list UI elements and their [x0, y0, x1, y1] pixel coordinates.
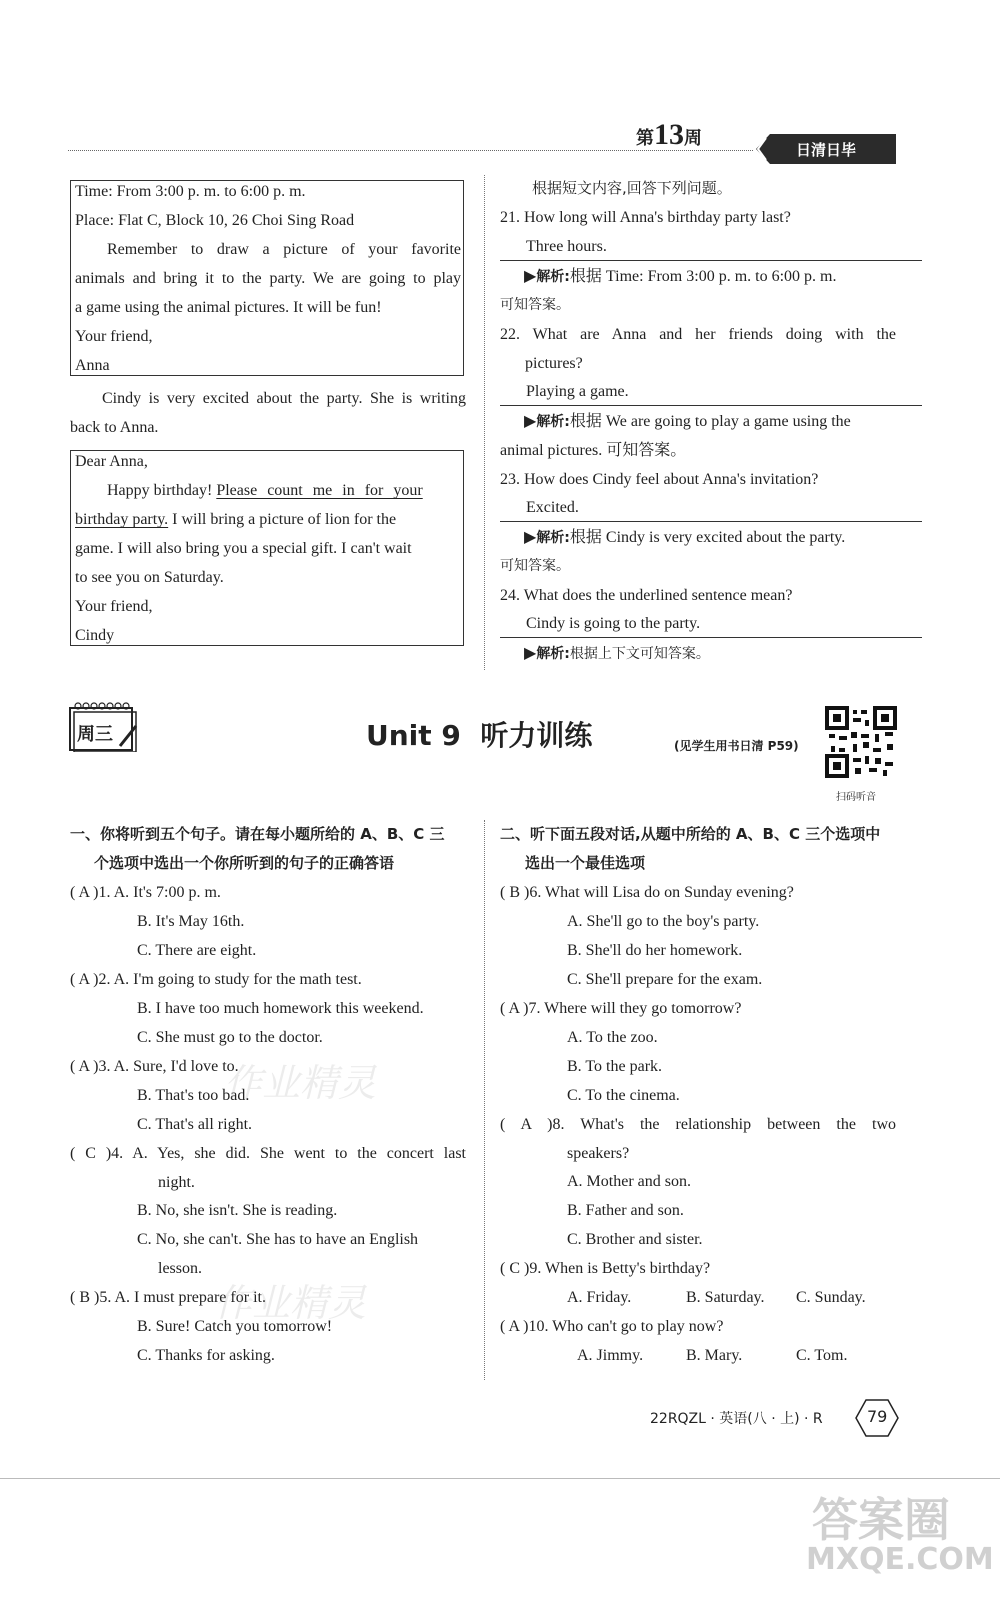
item-option: C. To the cinema. [567, 1087, 680, 1104]
letter-2-signature: Cindy [75, 627, 115, 644]
letter-2-greeting: Dear Anna, [75, 453, 148, 470]
letter-2-line-3: game. I will also bring you a special gift. I can't wait [75, 540, 412, 557]
qr-label: 扫码听音 [836, 792, 876, 803]
watermark-text: 作业精灵 [224, 1061, 377, 1105]
analysis-21 [524, 262, 836, 292]
question-24: 24. What does the underlined sentence mean? [500, 587, 793, 604]
item-option-cont: lesson. [158, 1260, 202, 1277]
analysis-22-cont: animal pictures. 可知答案。 [500, 442, 687, 459]
analysis-24 [524, 639, 710, 669]
item-option: B. Father and son. [567, 1202, 684, 1219]
letter-1-signature: Anna [75, 357, 110, 374]
letter-1-closing: Your friend, [75, 328, 153, 345]
analysis-text: 根据 Time: From 3:00 p. m. to 6:00 p. m. [569, 268, 837, 285]
item-option: C. Tom. [796, 1347, 848, 1364]
part-2-heading-cont: 选出一个最佳选项 [525, 854, 646, 872]
item-option: B. I have too much homework this weekend. [137, 1000, 424, 1017]
footer-code: 22RQZL · 英语(八 · 上) · R [650, 1411, 823, 1427]
answer-24: Cindy is going to the party. [500, 609, 922, 638]
item-option: A. Friday. [567, 1289, 632, 1306]
letter-2-box [70, 450, 464, 646]
arrow-icon: ▶ [524, 413, 537, 430]
qr-code-icon [825, 706, 897, 778]
letter-1-place: Place: Flat C, Block 10, 26 Choi Sing Road [75, 212, 355, 229]
question-21: 21. How long will Anna's birthday party last? [500, 209, 791, 226]
analysis-text: 根据上下文可知答案。 [569, 646, 710, 662]
item-8: ( A )8. What's the relationship between the two [500, 1116, 896, 1133]
letter-1-body-line: Remember to draw a picture of your favorite [107, 241, 461, 258]
item-option: B. No, she isn't. She is reading. [137, 1202, 338, 1219]
item-3: ( A )3. A. Sure, I'd love to. [70, 1058, 239, 1075]
part-2-heading: 二、听下面五段对话,从题中所给的 A、B、C 三个选项中 [500, 825, 881, 843]
part-1-heading: 一、你将听到五个句子。请在每小题所给的 A、B、C 三 [70, 825, 445, 843]
analysis-21-cont: 可知答案。 [500, 297, 570, 313]
item-option: B. She'll do her homework. [567, 942, 743, 959]
item-option: A. Jimmy. [577, 1347, 644, 1364]
question-22-cont: pictures? [525, 355, 583, 372]
item-option: A. She'll go to the boy's party. [567, 913, 760, 930]
day-label: 周三 [77, 724, 113, 745]
week-prefix: 第 [636, 128, 654, 149]
section-title: Unit 9 听力训练 [366, 719, 593, 752]
item-6: ( B )6. What will Lisa do on Sunday evening? [500, 884, 794, 901]
arrow-icon: ▶ [524, 529, 537, 546]
item-option: C. Brother and sister. [567, 1231, 703, 1248]
answer-21: Three hours. [500, 232, 922, 261]
week-label [636, 118, 702, 152]
item-option: C. No, she can't. She has to have an English [137, 1231, 419, 1248]
item-option: C. She'll prepare for the exam. [567, 971, 763, 988]
item-option-cont: night. [158, 1174, 195, 1191]
page-number-badge [854, 1398, 900, 1438]
item-option: B. Mary. [686, 1347, 743, 1364]
letter-1-body-line: animals and bring it to the party. We are going to play [75, 270, 461, 287]
item-option: C. There are eight. [137, 942, 257, 959]
answer-23: Excited. [500, 493, 922, 522]
item-1: ( A )1. A. It's 7:00 p. m. [70, 884, 221, 901]
section-note: (见学生用书日清 P59) [674, 739, 799, 753]
item-4: ( C )4. A. Yes, she did. She went to the concert last [70, 1145, 466, 1162]
item-10: ( A )10. Who can't go to play now? [500, 1318, 724, 1335]
narration-line: Cindy is very excited about the party. She is writing [102, 390, 466, 407]
item-option: C. Sunday. [796, 1289, 866, 1306]
page-number: 79 [867, 1407, 888, 1426]
letter-2-line-1 [107, 476, 423, 505]
analysis-label: 解析: [536, 269, 570, 285]
arrow-icon: ▶ [524, 268, 537, 285]
letter-2-line-2 [75, 505, 396, 534]
letter-2-closing: Your friend, [75, 598, 153, 615]
item-option: B. To the park. [567, 1058, 663, 1075]
underlined-sentence: birthday party. [75, 511, 169, 528]
question-23: 23. How does Cindy feel about Anna's invitation? [500, 471, 819, 488]
day-badge [68, 700, 138, 752]
column-divider [484, 175, 485, 670]
part-1-heading-cont: 个选项中选出一个你所听到的句子的正确答语 [94, 854, 395, 872]
letter-2-text: I will bring a picture of lion for the [168, 511, 397, 528]
week-number: 13 [654, 118, 684, 151]
letter-1-body-line: a game using the animal pictures. It will be fun! [75, 299, 382, 316]
watermark-logo: 答案圈 [812, 1493, 950, 1547]
letter-2-text: Happy birthday! [107, 482, 217, 499]
header-tag [756, 134, 896, 164]
item-option: C. Thanks for asking. [137, 1347, 275, 1364]
analysis-label: 解析: [536, 414, 570, 430]
item-2: ( A )2. A. I'm going to study for the math test. [70, 971, 362, 988]
analysis-text: 根据 Cindy is very excited about the party. [569, 529, 846, 546]
narration-line: back to Anna. [70, 419, 159, 436]
analysis-text: 根据 We are going to play a game using the [569, 413, 851, 430]
analysis-23 [524, 523, 845, 553]
item-option: B. Saturday. [686, 1289, 765, 1306]
analysis-23-cont: 可知答案。 [500, 558, 570, 574]
answer-22: Playing a game. [500, 377, 922, 406]
item-9: ( C )9. When is Betty's birthday? [500, 1260, 711, 1277]
watermark-text: 作业精灵 [214, 1281, 367, 1325]
item-7: ( A )7. Where will they go tomorrow? [500, 1000, 742, 1017]
analysis-label: 解析: [536, 530, 570, 546]
item-option: A. Mother and son. [567, 1173, 691, 1190]
analysis-label: 解析: [536, 646, 570, 662]
underlined-sentence: Please count me in for your [216, 482, 423, 499]
item-option-cont: speakers? [567, 1145, 630, 1162]
item-option: B. That's too bad. [137, 1087, 250, 1104]
letter-2-line-4: to see you on Saturday. [75, 569, 224, 586]
analysis-22 [524, 407, 851, 437]
watermark-site: MXQE.COM [806, 1542, 994, 1577]
qr-code[interactable] [825, 706, 897, 778]
week-suffix: 周 [684, 128, 702, 149]
question-22: 22. What are Anna and her friends doing with the [500, 326, 896, 343]
item-5: ( B )5. A. I must prepare for it. [70, 1289, 266, 1306]
tag-text: 日清日毕 [796, 141, 857, 159]
column-divider [484, 820, 485, 1380]
arrow-icon: ▶ [524, 645, 537, 662]
letter-1-time: Time: From 3:00 p. m. to 6:00 p. m. [75, 183, 306, 200]
item-option: C. That's all right. [137, 1116, 253, 1133]
item-option: A. To the zoo. [567, 1029, 658, 1046]
item-option: B. It's May 16th. [137, 913, 245, 930]
questions-intro: 根据短文内容,回答下列问题。 [532, 179, 732, 197]
letter-1-box [70, 180, 464, 376]
item-option: B. Sure! Catch you tomorrow! [137, 1318, 333, 1335]
bottom-rule [0, 1478, 1000, 1479]
item-option: C. She must go to the doctor. [137, 1029, 323, 1046]
